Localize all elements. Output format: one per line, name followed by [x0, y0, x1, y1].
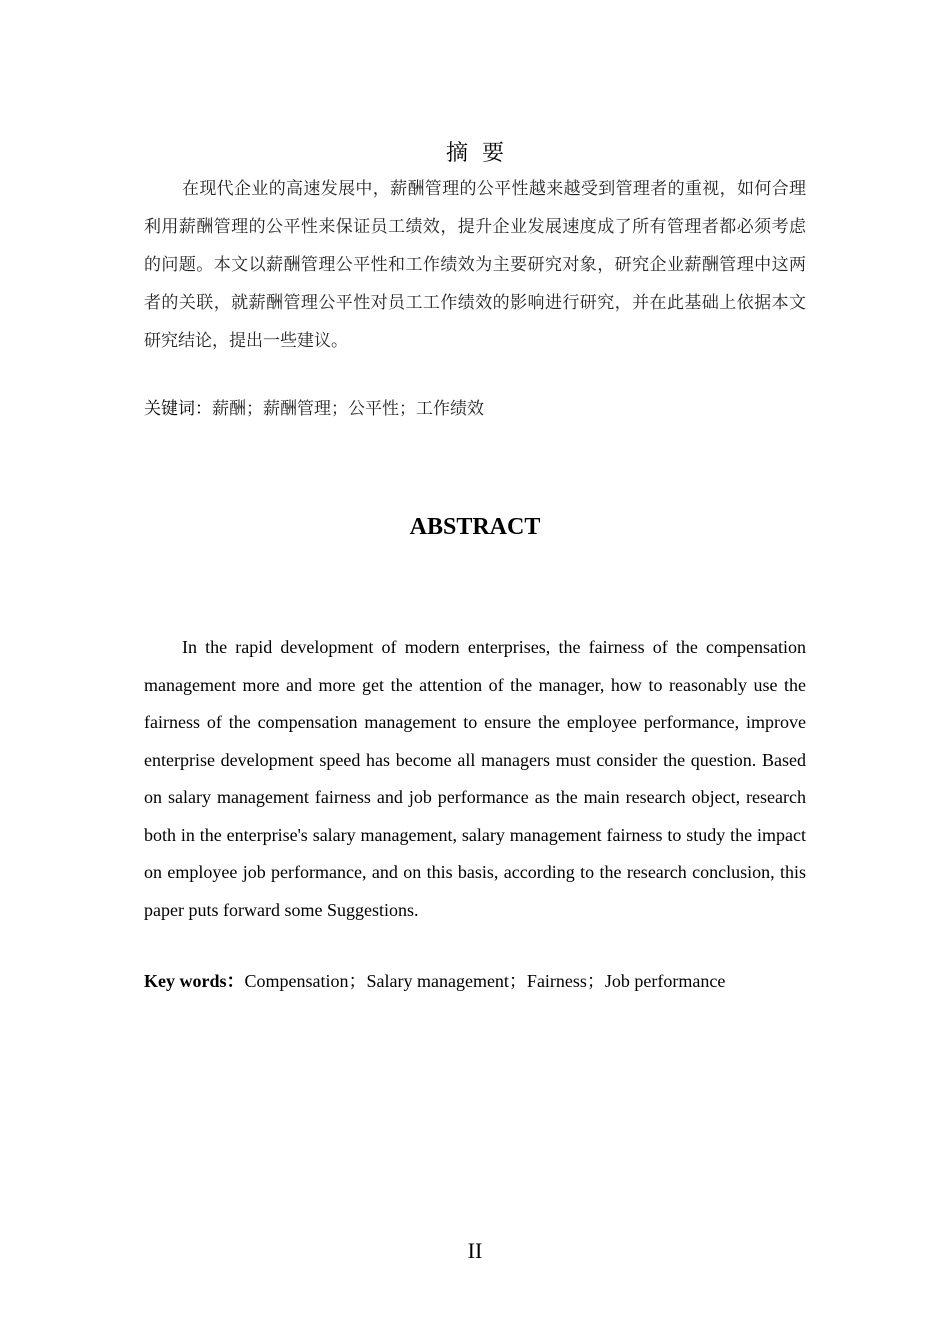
chinese-keywords-list: 薪酬；薪酬管理；公平性；工作绩效	[212, 399, 484, 419]
english-abstract-title: ABSTRACT	[409, 514, 541, 540]
chinese-abstract-body: 在现代企业的高速发展中，薪酬管理的公平性越来越受到管理者的重视，如何合理利用薪酬管理的公平性来保证员工绩效，提升企业发展速度成了所有管理者都必须考虑的问题。本文以薪酬管理公平性和工作绩效为主要研究对象，研究企业薪酬管理中这两者的关联，就薪酬管理公平性对员工工作绩效的影响进行研究，并在此基础上依据本文研究结论，提出一些建议。	[144, 179, 806, 351]
english-keywords-label: Key words：	[144, 971, 245, 991]
chinese-keywords-label: 关键词：	[144, 399, 212, 419]
page-number: II	[467, 1238, 483, 1263]
chinese-keywords	[144, 390, 806, 428]
english-keywords-list: Compensation；Salary management；Fairness；Job performance	[244, 971, 726, 991]
chinese-abstract-title: 摘要	[445, 141, 518, 166]
english-keywords	[144, 963, 806, 1000]
english-abstract-body: In the rapid development of modern enterprises, the fairness of the compensation management more and more get the attention of the manager, how to reasonably use the fairness of the compensation management to ensure the employee performance, improve enterprise development speed has become all managers must consider the question. Based on salary management fairness and job performance as the main research object, research both in the enterprise's salary management, salary management fairness to study the impact on employee job performance, and on this basis, according to the research conclusion, this paper puts forward some Suggestions.	[144, 637, 806, 920]
